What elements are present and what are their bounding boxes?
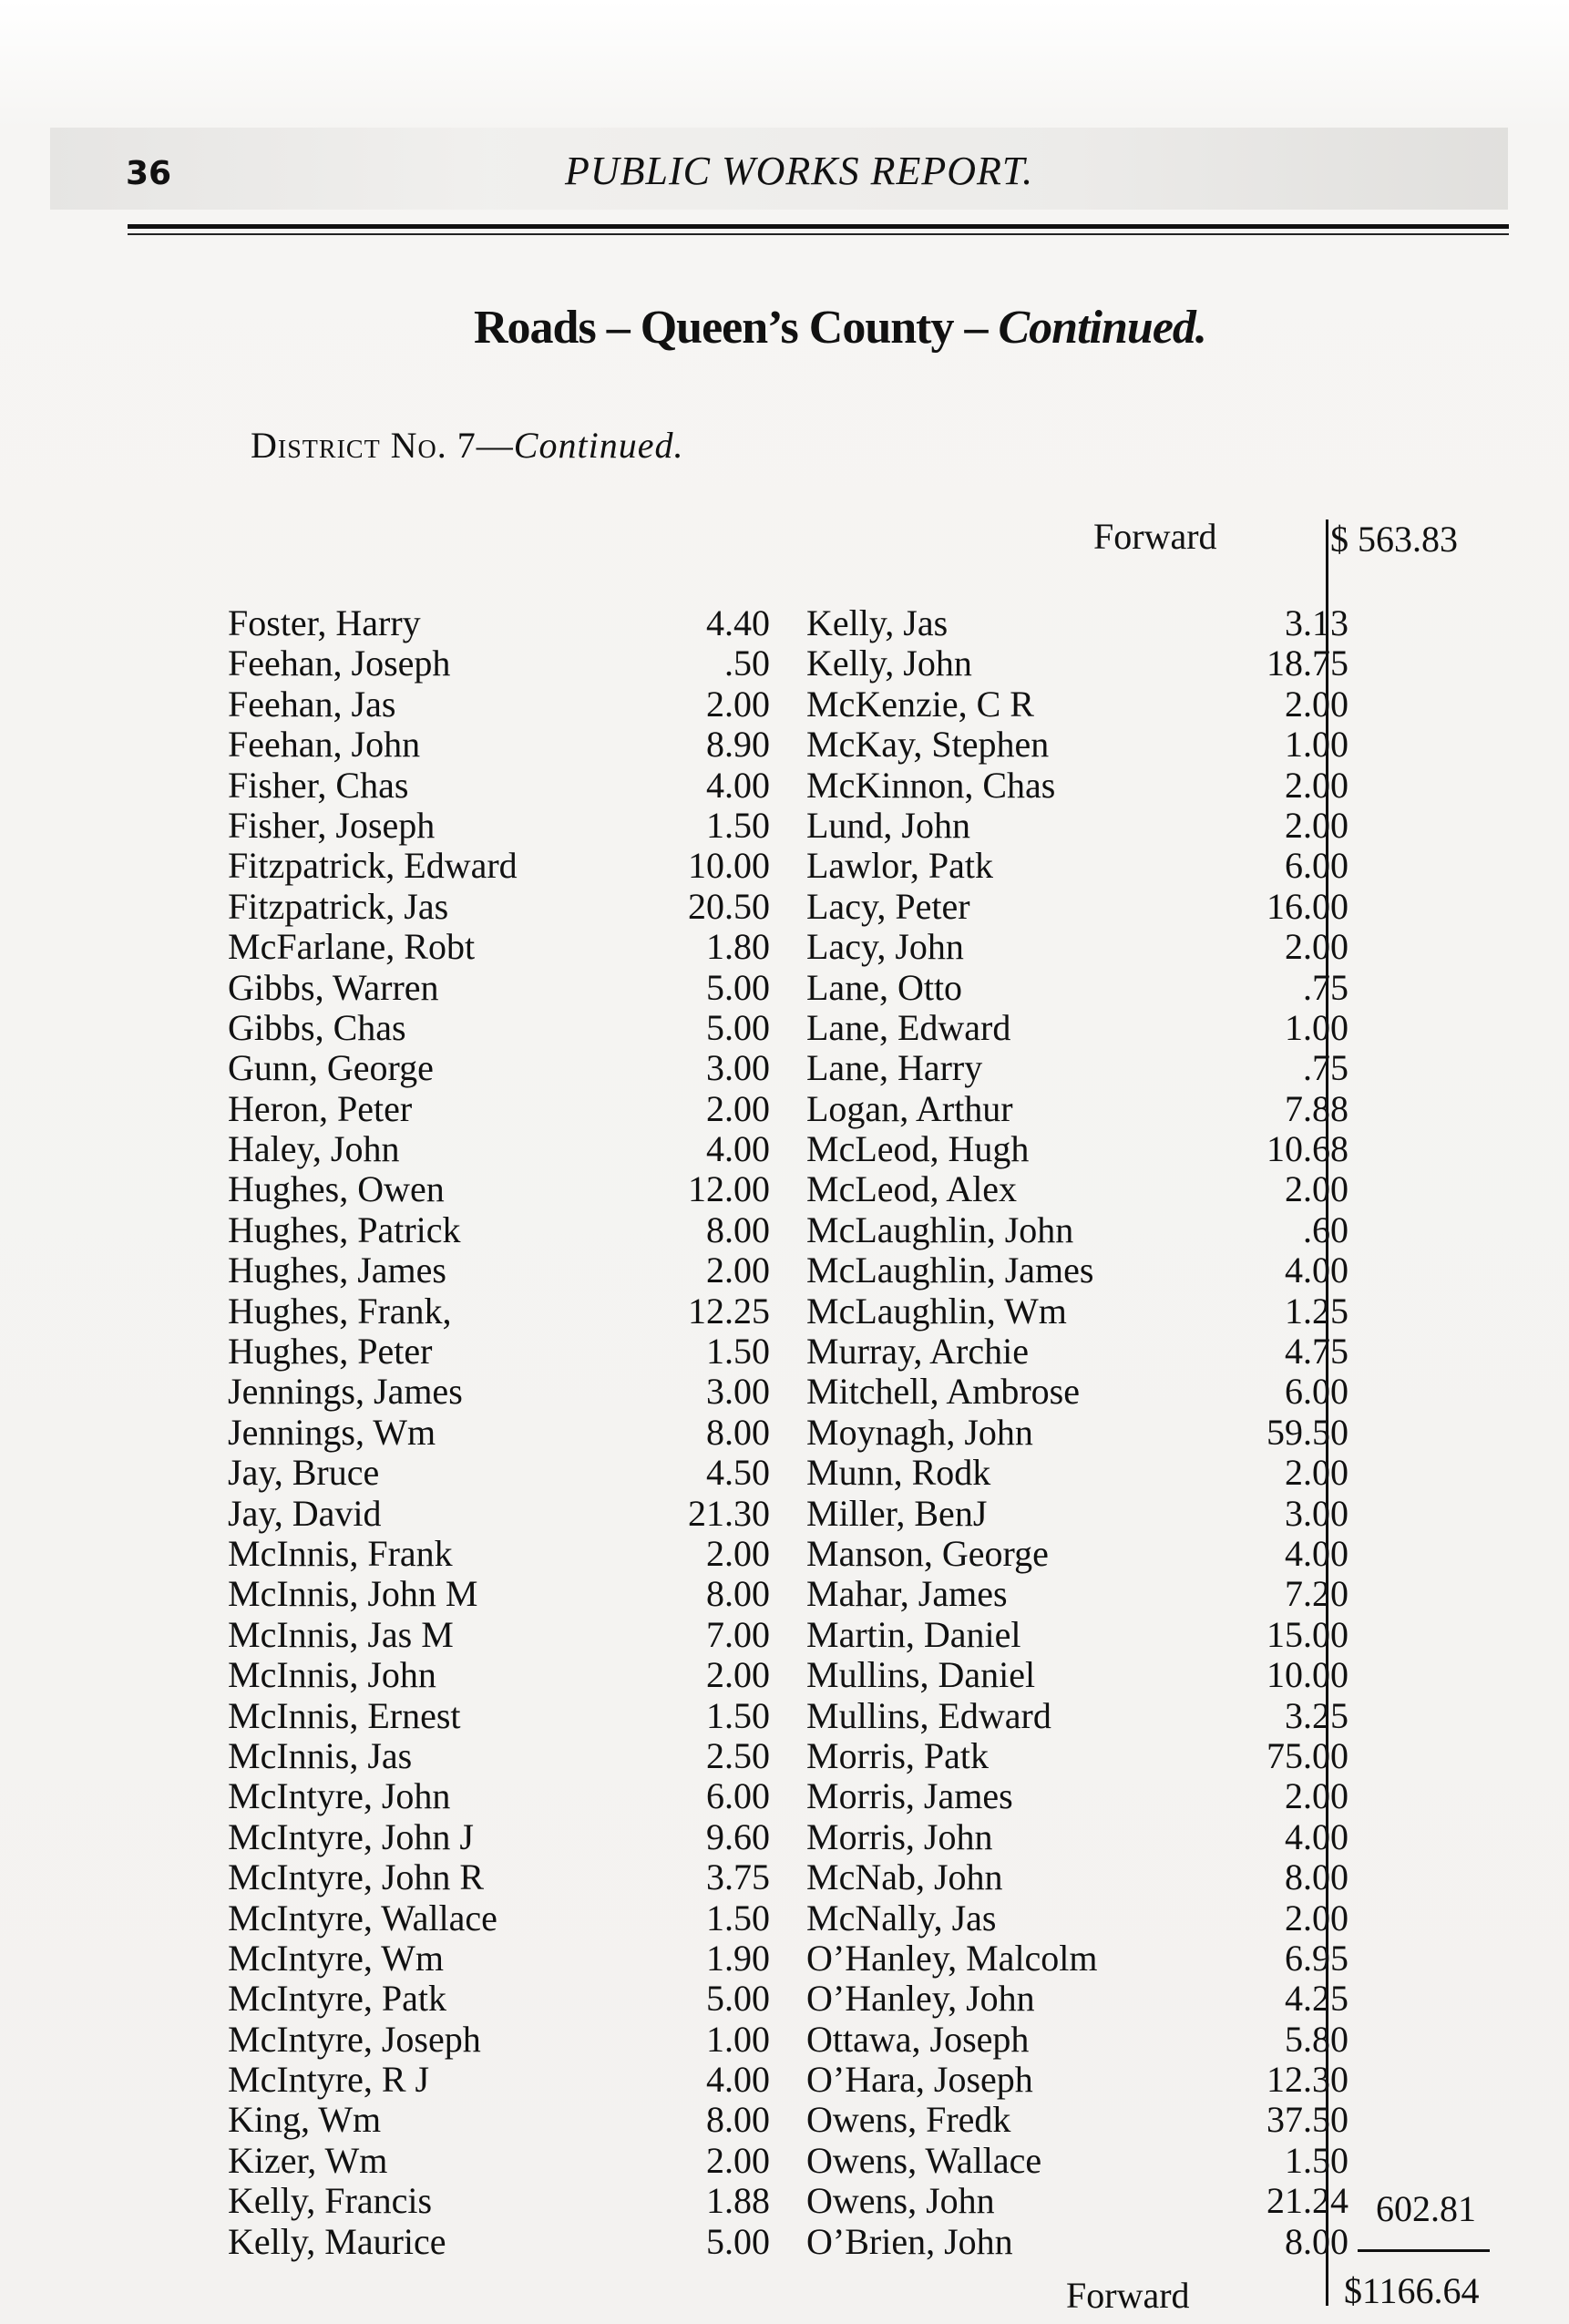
entry-row xyxy=(228,1249,770,1289)
entry-amount: 2.00 xyxy=(1285,1897,1349,1938)
entry-amount: 5.00 xyxy=(706,1978,770,2020)
entry-amount: 20.50 xyxy=(688,885,770,927)
entry-name: Morris, Patk xyxy=(806,1734,989,1776)
entry-row xyxy=(228,966,770,1006)
entry-row xyxy=(228,1167,770,1208)
entry-amount: 6.00 xyxy=(706,1775,770,1817)
entry-amount: 1.50 xyxy=(706,1694,770,1736)
entry-amount: 21.30 xyxy=(688,1492,770,1534)
entry-row xyxy=(228,2018,770,2058)
entry-name: McFarlane, Robt xyxy=(228,926,476,968)
entry-amount: 37.50 xyxy=(1266,2099,1349,2141)
entry-row xyxy=(228,1208,770,1249)
section-title-continued: Continued. xyxy=(998,302,1206,354)
entry-row xyxy=(228,2098,770,2141)
entry-name: McIntyre, John R xyxy=(228,1856,485,1898)
column-subtotal: 602.81 xyxy=(1376,2188,1476,2229)
entry-name: McLaughlin, Wm xyxy=(806,1290,1067,1332)
entry-row xyxy=(806,2018,1349,2058)
entry-name: Mullins, Edward xyxy=(806,1694,1051,1736)
entry-name: Kelly, John xyxy=(806,643,972,684)
running-title: PUBLIC WORKS REPORT. xyxy=(565,149,1034,193)
section-title xyxy=(474,301,1206,355)
entry-amount: 3.75 xyxy=(706,1856,770,1898)
entry-row xyxy=(806,966,1349,1006)
entry-name: Hughes, Owen xyxy=(228,1168,445,1210)
entry-name: McIntyre, R J xyxy=(228,2059,430,2101)
entry-row xyxy=(228,1572,770,1615)
entry-row xyxy=(806,2139,1349,2179)
entry-amount: .75 xyxy=(1303,966,1349,1008)
entry-name: Hughes, Frank, xyxy=(228,1290,452,1332)
entry-amount: 2.00 xyxy=(1285,1452,1349,1494)
entry-amount: 2.00 xyxy=(706,2139,770,2181)
entry-row xyxy=(228,1370,770,1413)
entry-row xyxy=(806,1653,1349,1696)
entry-amount: 18.75 xyxy=(1266,643,1349,684)
entry-amount: 1.00 xyxy=(706,2018,770,2060)
entry-name: Morris, John xyxy=(806,1815,993,1857)
section-title-main: Roads – Queen’s County – xyxy=(474,302,999,354)
entry-name: Jay, David xyxy=(228,1492,382,1534)
entry-amount: 2.00 xyxy=(706,1087,770,1129)
entry-name: Mullins, Daniel xyxy=(806,1654,1036,1696)
forward-in-amount: $ 563.83 xyxy=(1330,519,1458,560)
entry-amount: 10.68 xyxy=(1266,1128,1349,1170)
entry-amount: 2.00 xyxy=(1285,1775,1349,1817)
entry-amount: 75.00 xyxy=(1266,1734,1349,1776)
entry-name: McLaughlin, John xyxy=(806,1208,1074,1250)
entry-row xyxy=(806,1330,1349,1373)
entry-name: McInnis, John M xyxy=(228,1573,478,1615)
entry-name: Lane, Edward xyxy=(806,1006,1011,1048)
entry-name: Lund, John xyxy=(806,804,970,846)
entry-amount: 1.50 xyxy=(1285,2139,1349,2181)
entry-name: McNally, Jas xyxy=(806,1897,997,1938)
entry-name: Fisher, Joseph xyxy=(228,804,436,846)
entry-name: Kelly, Francis xyxy=(228,2180,433,2222)
entry-row xyxy=(806,1208,1349,1249)
entry-row xyxy=(806,642,1349,682)
entry-amount: .50 xyxy=(724,643,770,684)
entry-row xyxy=(228,1734,770,1774)
entries-table xyxy=(228,602,1349,2260)
entry-row xyxy=(806,925,1349,968)
entry-row xyxy=(228,683,770,723)
entry-row xyxy=(806,2220,1349,2260)
entry-name: Kelly, Maurice xyxy=(228,2220,446,2262)
entry-name: McIntyre, Patk xyxy=(228,1978,446,2020)
entry-row xyxy=(228,1694,770,1734)
entry-name: Owens, John xyxy=(806,2180,995,2222)
entry-row xyxy=(228,642,770,682)
entry-name: Manson, George xyxy=(806,1532,1049,1574)
entry-name: O’Brien, John xyxy=(806,2220,1013,2262)
entry-name: Kizer, Wm xyxy=(228,2139,388,2181)
entry-name: McNab, John xyxy=(806,1856,1003,1898)
entry-row xyxy=(806,885,1349,925)
subtotal-rule xyxy=(1358,2249,1490,2252)
header-rule xyxy=(128,224,1509,229)
entry-name: McLaughlin, James xyxy=(806,1249,1094,1291)
entry-row xyxy=(228,1937,770,1977)
entry-name: Feehan, Joseph xyxy=(228,643,451,684)
entry-name: O’Hanley, John xyxy=(806,1978,1035,2020)
entry-amount: 6.95 xyxy=(1285,1937,1349,1979)
entry-amount: 4.00 xyxy=(706,764,770,806)
entry-row xyxy=(228,804,770,844)
entry-name: McInnis, Jas M xyxy=(228,1613,454,1655)
entry-name: Haley, John xyxy=(228,1128,400,1170)
entry-name: Owens, Wallace xyxy=(806,2139,1042,2181)
entry-name: McInnis, John xyxy=(228,1654,436,1696)
entry-name: Hughes, Patrick xyxy=(228,1208,461,1250)
entry-amount: 59.50 xyxy=(1266,1411,1349,1453)
entry-amount: 1.00 xyxy=(1285,1006,1349,1048)
entry-row xyxy=(806,602,1349,642)
entry-name: McInnis, Frank xyxy=(228,1532,453,1574)
entry-amount: 4.00 xyxy=(706,2059,770,2101)
entry-amount: 1.50 xyxy=(706,804,770,846)
entry-row xyxy=(806,723,1349,766)
entry-name: Moynagh, John xyxy=(806,1411,1033,1453)
entry-amount: 2.00 xyxy=(706,1654,770,1696)
entry-name: McKay, Stephen xyxy=(806,724,1050,766)
entry-row xyxy=(806,2058,1349,2101)
entry-row xyxy=(806,1897,1349,1937)
entry-row xyxy=(806,1572,1349,1615)
entry-row xyxy=(806,1127,1349,1170)
entry-name: Munn, Rodk xyxy=(806,1452,991,1494)
entry-name: King, Wm xyxy=(228,2099,382,2141)
forward-out-amount: $1166.64 xyxy=(1344,2270,1480,2311)
entry-amount: 10.00 xyxy=(688,845,770,887)
entry-amount: 1.80 xyxy=(706,926,770,968)
entry-amount: 12.00 xyxy=(688,1168,770,1210)
entry-name: McIntyre, John xyxy=(228,1775,451,1817)
entry-name: Martin, Daniel xyxy=(806,1613,1021,1655)
entry-name: McIntyre, Joseph xyxy=(228,2018,481,2060)
entry-amount: 2.00 xyxy=(1285,926,1349,968)
entry-row xyxy=(228,2179,770,2222)
entry-amount: 4.25 xyxy=(1285,1978,1349,2020)
entry-amount: 5.00 xyxy=(706,966,770,1008)
entry-amount: 4.00 xyxy=(1285,1532,1349,1574)
page-header xyxy=(0,146,1569,201)
entry-amount: 3.13 xyxy=(1285,602,1349,643)
entry-amount: 5.80 xyxy=(1285,2018,1349,2060)
entry-row xyxy=(228,1653,770,1696)
entry-name: Feehan, John xyxy=(228,724,421,766)
entry-amount: 8.00 xyxy=(706,1573,770,1615)
entry-name: Fitzpatrick, Jas xyxy=(228,885,449,927)
right-column xyxy=(806,602,1349,2260)
entry-name: McLeod, Hugh xyxy=(806,1128,1030,1170)
entry-row xyxy=(806,1411,1349,1451)
entry-amount: 1.00 xyxy=(1285,724,1349,766)
entry-row xyxy=(228,1856,770,1896)
entry-amount: 7.88 xyxy=(1285,1087,1349,1129)
entry-name: Kelly, Jas xyxy=(806,602,949,643)
entry-row xyxy=(228,1492,770,1532)
entry-amount: 2.00 xyxy=(706,1249,770,1291)
entry-name: Logan, Arthur xyxy=(806,1087,1013,1129)
entry-amount: 1.90 xyxy=(706,1937,770,1979)
entry-row xyxy=(806,1613,1349,1653)
entry-row xyxy=(228,925,770,968)
entry-name: Murray, Archie xyxy=(806,1331,1029,1373)
entry-row xyxy=(228,1897,770,1937)
entry-amount: 21.24 xyxy=(1266,2180,1349,2222)
entry-name: Miller, BenJ xyxy=(806,1492,988,1534)
entry-row xyxy=(228,885,770,925)
header-rule-thin xyxy=(128,233,1509,235)
entry-amount: 8.00 xyxy=(706,1411,770,1453)
entry-name: Mitchell, Ambrose xyxy=(806,1371,1080,1413)
entry-name: Lane, Harry xyxy=(806,1047,983,1089)
entry-amount: 4.00 xyxy=(1285,1249,1349,1291)
entry-name: McKinnon, Chas xyxy=(806,764,1056,806)
entry-name: McIntyre, Wallace xyxy=(228,1897,497,1938)
entry-name: Mahar, James xyxy=(806,1573,1008,1615)
entry-row xyxy=(228,1774,770,1815)
entry-amount: 16.00 xyxy=(1266,885,1349,927)
entry-amount: 2.50 xyxy=(706,1734,770,1776)
entry-row xyxy=(806,1815,1349,1856)
entry-amount: 15.00 xyxy=(1266,1613,1349,1655)
entry-row xyxy=(228,1451,770,1494)
entry-amount: 1.25 xyxy=(1285,1290,1349,1332)
entry-amount: 6.00 xyxy=(1285,845,1349,887)
entry-name: Lacy, Peter xyxy=(806,885,970,927)
entry-name: McInnis, Jas xyxy=(228,1734,413,1776)
entry-name: Gunn, George xyxy=(228,1047,434,1089)
entry-amount: 8.00 xyxy=(706,1208,770,1250)
entry-name: Fitzpatrick, Edward xyxy=(228,845,518,887)
entry-name: Lane, Otto xyxy=(806,966,963,1008)
entry-amount: .60 xyxy=(1303,1208,1349,1250)
entry-row xyxy=(806,1451,1349,1494)
entry-name: Hughes, Peter xyxy=(228,1331,433,1373)
entry-amount: 8.00 xyxy=(706,2099,770,2141)
entry-name: McKenzie, C R xyxy=(806,683,1034,725)
entry-name: Ottawa, Joseph xyxy=(806,2018,1030,2060)
entry-row xyxy=(806,1734,1349,1774)
entry-row xyxy=(228,1977,770,2020)
entry-name: McIntyre, Wm xyxy=(228,1937,444,1979)
entry-row xyxy=(806,1937,1349,1977)
entry-name: O’Hanley, Malcolm xyxy=(806,1937,1098,1979)
entry-amount: 3.25 xyxy=(1285,1694,1349,1736)
entry-amount: 2.00 xyxy=(706,1532,770,1574)
entry-row xyxy=(806,1532,1349,1572)
entry-row xyxy=(806,1774,1349,1815)
entry-name: O’Hara, Joseph xyxy=(806,2059,1033,2101)
entry-row xyxy=(228,1815,770,1856)
entry-row xyxy=(806,1006,1349,1046)
entry-amount: 3.00 xyxy=(1285,1492,1349,1534)
entry-name: Gibbs, Warren xyxy=(228,966,439,1008)
entry-amount: 2.00 xyxy=(1285,1168,1349,1210)
forward-out-label: Forward xyxy=(1066,2275,1190,2316)
district-heading xyxy=(251,424,683,467)
forward-in-label: Forward xyxy=(1093,516,1217,557)
entry-row xyxy=(806,1977,1349,2020)
entry-amount: 4.00 xyxy=(706,1128,770,1170)
entry-amount: 4.75 xyxy=(1285,1331,1349,1373)
entry-row xyxy=(228,602,770,642)
entry-amount: 8.00 xyxy=(1285,2220,1349,2262)
entry-name: McIntyre, John J xyxy=(228,1815,474,1857)
entry-row xyxy=(806,1290,1349,1330)
entry-row xyxy=(806,683,1349,723)
entry-row xyxy=(806,1492,1349,1532)
entry-row xyxy=(806,1087,1349,1127)
entry-amount: 10.00 xyxy=(1266,1654,1349,1696)
entry-amount: 8.90 xyxy=(706,724,770,766)
entry-amount: .75 xyxy=(1303,1047,1349,1089)
page-number: 36 xyxy=(126,155,172,192)
entry-row xyxy=(806,804,1349,844)
entry-name: Heron, Peter xyxy=(228,1087,413,1129)
entry-row xyxy=(228,1613,770,1653)
entry-amount: 8.00 xyxy=(1285,1856,1349,1898)
entry-amount: 3.00 xyxy=(706,1047,770,1089)
entry-name: Jay, Bruce xyxy=(228,1452,380,1494)
entry-row xyxy=(228,764,770,804)
entry-amount: 4.40 xyxy=(706,602,770,643)
district-continued: Continued. xyxy=(513,425,684,466)
left-column xyxy=(228,602,770,2260)
entry-name: Fisher, Chas xyxy=(228,764,409,806)
entry-amount: 3.00 xyxy=(706,1371,770,1413)
entry-name: Morris, James xyxy=(806,1775,1013,1817)
entry-row xyxy=(228,1087,770,1127)
entry-amount: 2.00 xyxy=(1285,764,1349,806)
entry-name: Foster, Harry xyxy=(228,602,421,643)
entry-name: McLeod, Alex xyxy=(806,1168,1018,1210)
entry-row xyxy=(228,1290,770,1330)
entry-amount: 9.60 xyxy=(706,1815,770,1857)
entry-row xyxy=(806,764,1349,804)
entry-row xyxy=(806,2098,1349,2141)
entry-row xyxy=(228,1046,770,1089)
entry-row xyxy=(228,1532,770,1572)
entry-row xyxy=(228,844,770,887)
district-label: District No. 7— xyxy=(251,425,514,466)
entry-name: Gibbs, Chas xyxy=(228,1006,406,1048)
entry-name: Lacy, John xyxy=(806,926,964,968)
entry-row xyxy=(806,1370,1349,1413)
entry-amount: 5.00 xyxy=(706,1006,770,1048)
entry-row xyxy=(806,1046,1349,1089)
entry-amount: 2.00 xyxy=(1285,683,1349,725)
entry-amount: 1.50 xyxy=(706,1331,770,1373)
entry-name: Hughes, James xyxy=(228,1249,446,1291)
entry-row xyxy=(228,1330,770,1373)
entry-amount: 2.00 xyxy=(706,683,770,725)
entry-row xyxy=(806,2179,1349,2222)
entry-row xyxy=(228,723,770,766)
entry-name: Owens, Fredk xyxy=(806,2099,1011,2141)
entry-amount: 4.00 xyxy=(1285,1815,1349,1857)
entry-amount: 12.30 xyxy=(1266,2059,1349,2101)
entry-row xyxy=(228,1006,770,1046)
entry-name: McInnis, Ernest xyxy=(228,1694,461,1736)
entry-row xyxy=(228,2220,770,2260)
entry-row xyxy=(806,1694,1349,1734)
entry-name: Jennings, James xyxy=(228,1371,463,1413)
entry-amount: 1.88 xyxy=(706,2180,770,2222)
entry-amount: 7.00 xyxy=(706,1613,770,1655)
entry-row xyxy=(228,1411,770,1451)
entry-amount: 6.00 xyxy=(1285,1371,1349,1413)
entry-amount: 7.20 xyxy=(1285,1573,1349,1615)
entry-row xyxy=(228,2058,770,2101)
entry-amount: 2.00 xyxy=(1285,804,1349,846)
entry-row xyxy=(228,2139,770,2179)
entry-amount: 12.25 xyxy=(688,1290,770,1332)
entry-name: Lawlor, Patk xyxy=(806,845,994,887)
entry-row xyxy=(806,1249,1349,1289)
entry-name: Jennings, Wm xyxy=(228,1411,436,1453)
entry-amount: 4.50 xyxy=(706,1452,770,1494)
entry-name: Feehan, Jas xyxy=(228,683,396,725)
entry-row xyxy=(806,1856,1349,1896)
entry-amount: 5.00 xyxy=(706,2220,770,2262)
entry-row xyxy=(806,844,1349,887)
entry-amount: 1.50 xyxy=(706,1897,770,1938)
entry-row xyxy=(806,1167,1349,1208)
entry-row xyxy=(228,1127,770,1170)
